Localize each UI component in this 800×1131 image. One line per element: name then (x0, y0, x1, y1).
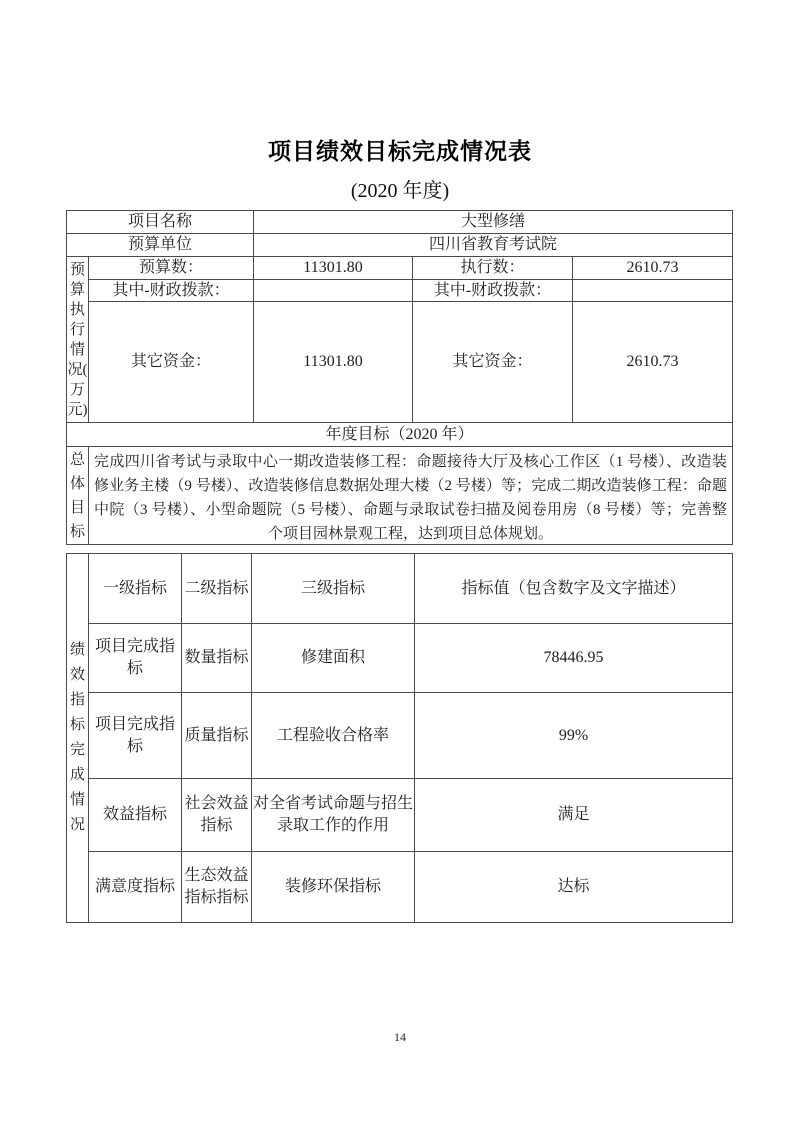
other-funds-left-value: 11301.80 (254, 302, 413, 423)
indicator-value: 99% (415, 693, 733, 779)
header-level1: 一级指标 (89, 554, 182, 624)
indicator-level2: 生态效益指标指标 (182, 852, 252, 923)
header-level3: 三级指标 (252, 554, 415, 624)
overall-goal-section (67, 447, 733, 545)
table-row (67, 423, 733, 447)
indicator-level1: 项目完成指标 (89, 693, 182, 779)
indicator-level2: 数量指标 (182, 624, 252, 693)
indicator-level1: 满意度指标 (89, 852, 182, 923)
indicator-row (89, 779, 733, 852)
fiscal-allocation-left-value (254, 280, 413, 302)
budget-grid (89, 257, 733, 423)
indicator-level2: 质量指标 (182, 693, 252, 779)
indicator-level3: 装修环保指标 (252, 852, 415, 923)
budget-unit-label: 预算单位 (67, 234, 254, 257)
header-level2: 二级指标 (182, 554, 252, 624)
fiscal-allocation-right-value (573, 280, 733, 302)
indicator-header-row (89, 554, 733, 624)
budget-number-value: 11301.80 (254, 257, 413, 280)
page-number: 14 (394, 1030, 406, 1044)
indicator-table (66, 553, 733, 923)
indicator-section (67, 554, 733, 923)
other-funds-right-label: 其它资金： (413, 302, 573, 423)
indicator-value: 达标 (415, 852, 733, 923)
indicator-level3: 工程验收合格率 (252, 693, 415, 779)
page-title: 项目绩效目标完成情况表 (268, 139, 532, 164)
main-table (66, 210, 733, 545)
table-row (89, 280, 733, 302)
project-name-label: 项目名称 (67, 211, 254, 234)
execution-number-label: 执行数： (413, 257, 573, 280)
indicator-grid (89, 554, 733, 923)
budget-number-label: 预算数： (89, 257, 254, 280)
overall-goal-label: 总体目标 (67, 447, 89, 545)
table-row (89, 302, 733, 423)
other-funds-left-label: 其它资金： (89, 302, 254, 423)
indicator-value: 78446.95 (415, 624, 733, 693)
budget-section-label: 预算执行情况(万元) (67, 257, 89, 423)
page-subtitle: (2020 年度) (350, 180, 450, 202)
project-name-value: 大型修缮 (254, 211, 733, 234)
fiscal-allocation-left-label: 其中-财政拨款： (89, 280, 254, 302)
table-row (67, 234, 733, 257)
overall-goal-text: 完成四川省考试与录取中心一期改造装修工程：命题接待大厅及核心工作区（1 号楼）、改造装修业务主楼（9 号楼）、改造装修信息数据处理大楼（2 号楼）等；完成二期改造装修工程：命题中院（3 号楼）、小型命题院（5 号楼）、命题与录取试卷扫描及阅卷用房（8 号楼）等；完善整个项目园林景观工程，达到项目总体规划。 (89, 447, 733, 545)
fiscal-allocation-right-label: 其中-财政拨款： (413, 280, 573, 302)
indicator-level1: 效益指标 (89, 779, 182, 852)
indicator-section-label: 绩效指标完成情况 (67, 554, 89, 923)
budget-section (67, 257, 733, 423)
indicator-level2: 社会效益指标 (182, 779, 252, 852)
indicator-level3: 对全省考试命题与招生录取工作的作用 (252, 779, 415, 852)
annual-goal-header: 年度目标（2020 年） (67, 423, 733, 447)
indicator-level1: 项目完成指标 (89, 624, 182, 693)
header-value: 指标值（包含数字及文字描述） (415, 554, 733, 624)
indicator-level3: 修建面积 (252, 624, 415, 693)
execution-number-value: 2610.73 (573, 257, 733, 280)
table-row (89, 257, 733, 280)
indicator-value: 满足 (415, 779, 733, 852)
indicator-row (89, 624, 733, 693)
other-funds-right-value: 2610.73 (573, 302, 733, 423)
indicator-row (89, 693, 733, 779)
table-row (67, 211, 733, 234)
budget-unit-value: 四川省教育考试院 (254, 234, 733, 257)
indicator-row (89, 852, 733, 923)
